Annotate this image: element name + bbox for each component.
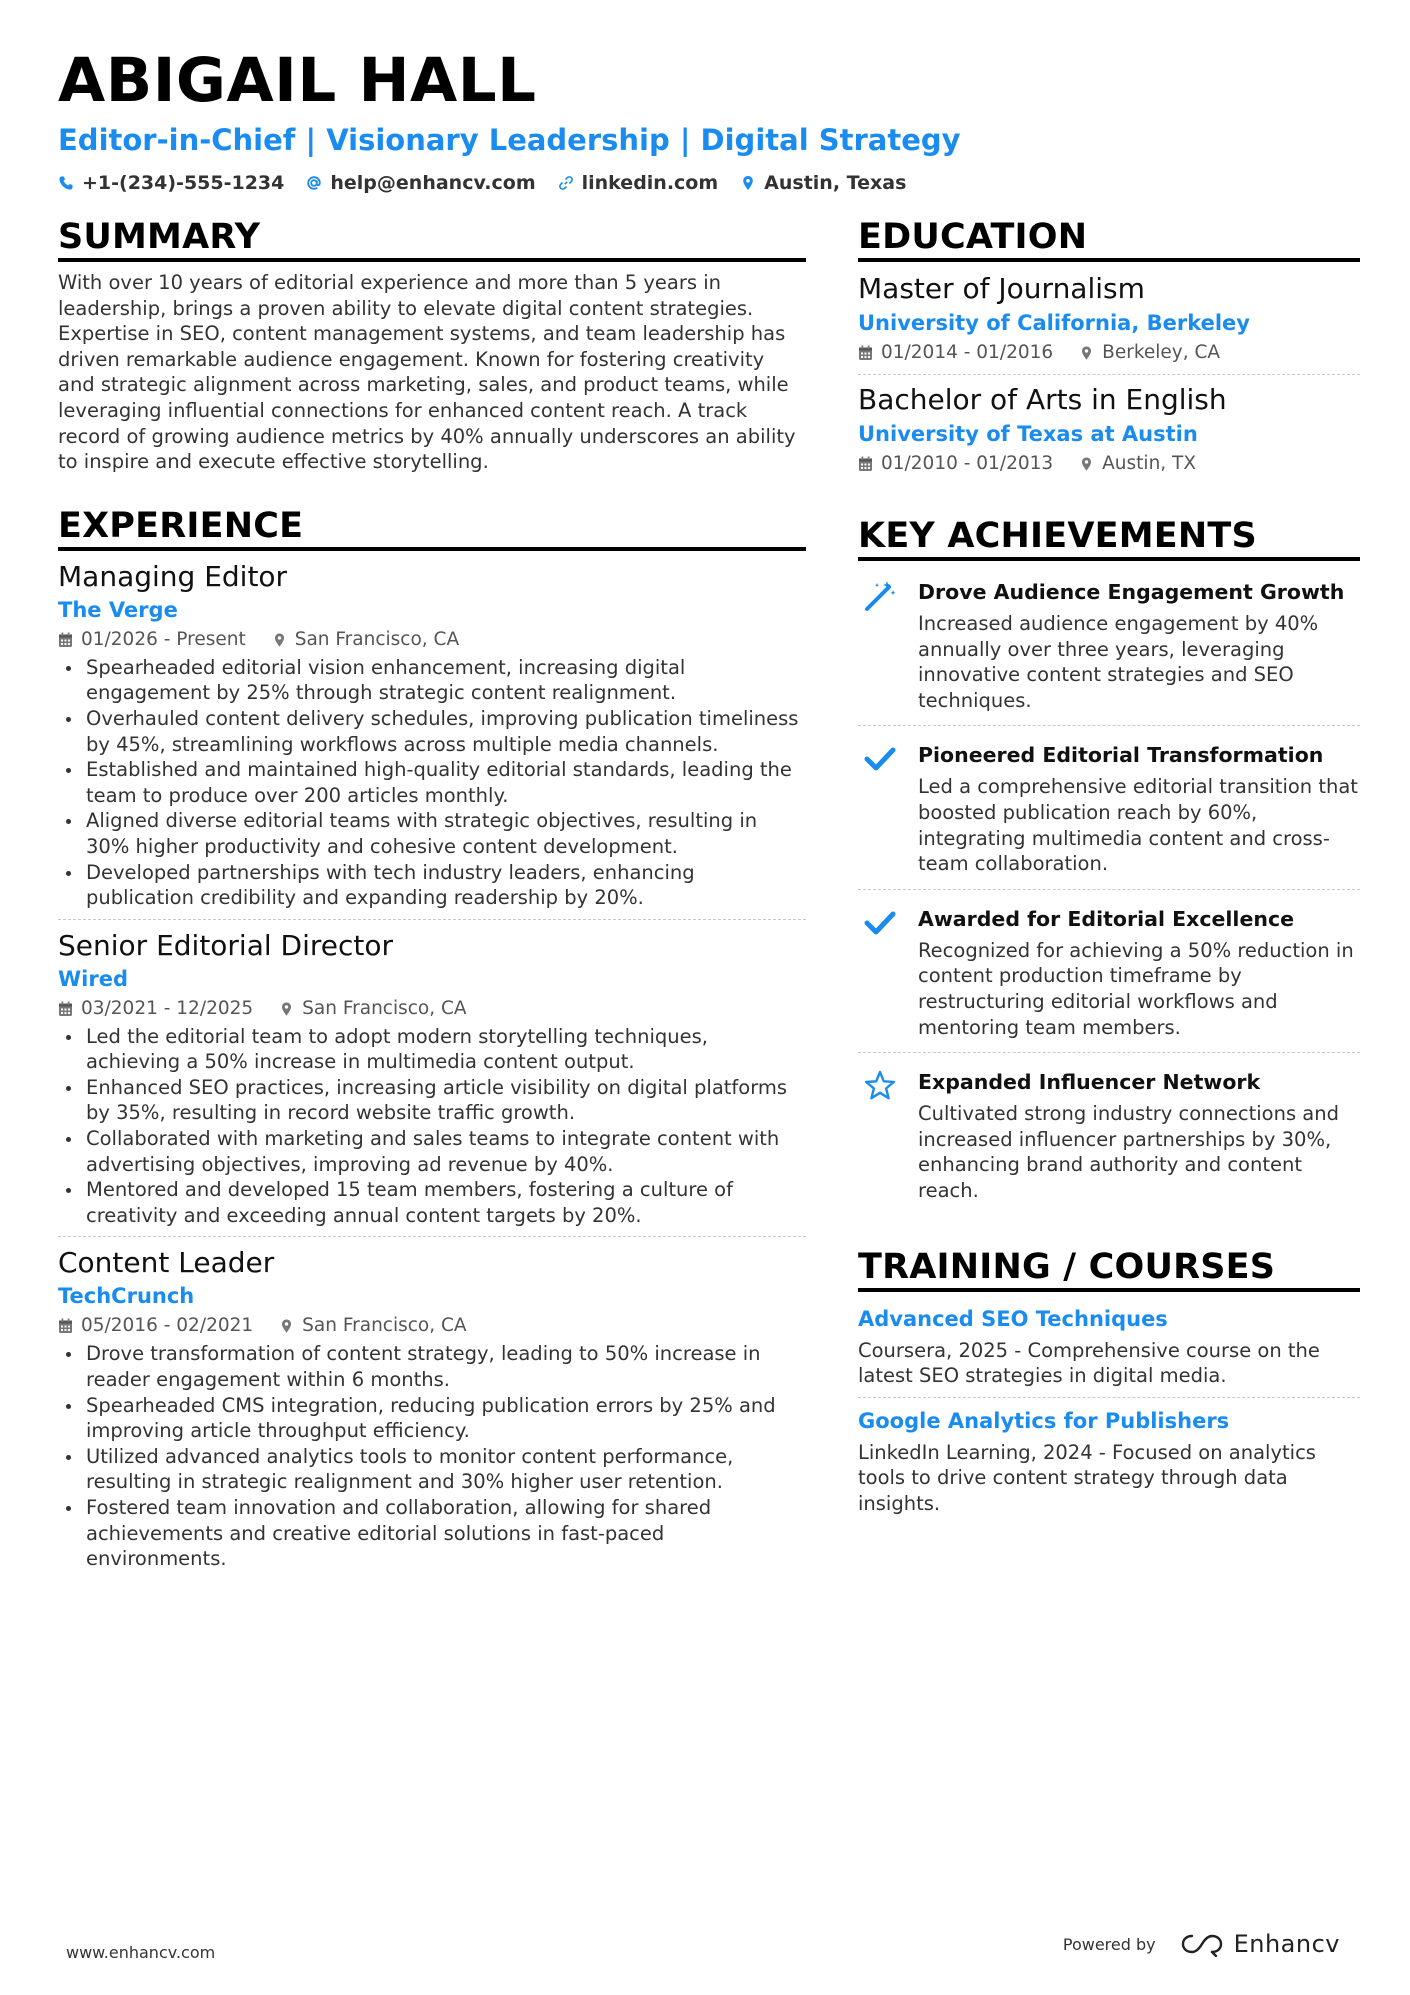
degree-title: Bachelor of Arts in English bbox=[858, 383, 1227, 416]
powered-by-label: Powered by bbox=[1062, 1934, 1156, 1954]
course-title: Google Analytics for Publishers bbox=[858, 1408, 1230, 1433]
candidate-name: ABIGAIL HALL bbox=[58, 45, 537, 116]
job-dates-text: 01/2026 - Present bbox=[81, 628, 246, 650]
achievement-description: Led a comprehensive editorial transition that boosted publication reach by 60%, integrating multimedia content and cross-team collaboration. bbox=[918, 775, 1358, 876]
summary-title: SUMMARY bbox=[58, 216, 806, 262]
job-bullets bbox=[58, 1024, 806, 1229]
job-bullet: Collaborated with marketing and sales teams to integrate content with advertising objectives, improving ad revenue by 40%. bbox=[58, 1126, 806, 1177]
job-dates-text: 05/2016 - 02/2021 bbox=[81, 1315, 254, 1337]
job-bullet: Overhauled content delivery schedules, improving publication timeliness by 45%, streamlining workflows across multiple media channels. bbox=[58, 706, 806, 757]
job-meta bbox=[58, 994, 806, 1024]
contact-bar bbox=[58, 172, 1358, 194]
checkmark-icon bbox=[863, 906, 897, 940]
job-bullet: Spearheaded CMS integration, reducing publication errors by 25% and improving article throughput efficiency. bbox=[58, 1393, 806, 1444]
job-bullet: Drove transformation of content strategy, leading to 50% increase in reader engagement within 6 months. bbox=[58, 1341, 806, 1392]
job-bullet: Led the editorial team to adopt modern storytelling techniques, achieving a 50% increase in multimedia content output. bbox=[58, 1024, 806, 1075]
job-title: Content Leader bbox=[58, 1246, 275, 1280]
contact-phone-text: +1-(234)-555-1234 bbox=[82, 172, 285, 194]
job-bullet: Utilized advanced analytics tools to monitor content performance, resulting in strategic realignment and 30% higher user retention. bbox=[58, 1444, 806, 1495]
education-dates-text: 01/2010 - 01/2013 bbox=[881, 453, 1054, 474]
achievement-description: Increased audience engagement by 40% annually over three years, leveraging innovative content strategies and SEO techniques. bbox=[918, 612, 1319, 712]
achievement-entry bbox=[858, 889, 1360, 1052]
contact-phone[interactable] bbox=[58, 172, 284, 194]
achievement-description: Cultivated strong industry connections and increased influencer partnerships by 30%, enhancing brand authority and content reach. bbox=[918, 1102, 1339, 1202]
education-location bbox=[1079, 338, 1220, 368]
map-pin-icon bbox=[1079, 456, 1094, 472]
job-entry bbox=[58, 559, 806, 919]
school-name: University of California, Berkeley bbox=[858, 311, 1250, 335]
candidate-headline: Editor-in-Chief | Visionary Leadership | Digital Strategy bbox=[58, 123, 961, 157]
education-meta bbox=[858, 338, 1360, 368]
courses-title: TRAINING / COURSES bbox=[858, 1246, 1360, 1292]
phone-icon bbox=[58, 175, 74, 191]
footer-branding bbox=[1063, 1930, 1340, 1958]
job-bullet: Enhanced SEO practices, increasing article visibility on digital platforms by 35%, resulting in record website traffic growth. bbox=[58, 1075, 806, 1126]
education-dates bbox=[858, 338, 1053, 368]
at-sign-icon bbox=[306, 175, 322, 191]
job-dates bbox=[58, 1311, 253, 1341]
job-bullet: Developed partnerships with tech industry leaders, enhancing publication credibility and expanding readership by 20%. bbox=[58, 860, 806, 911]
footer-website[interactable]: www.enhancv.com bbox=[66, 1943, 216, 1962]
achievement-entry bbox=[858, 725, 1360, 888]
courses-section bbox=[858, 1246, 1360, 1525]
education-dates-text: 01/2014 - 01/2016 bbox=[881, 342, 1054, 363]
education-meta bbox=[858, 449, 1360, 479]
map-pin-icon bbox=[272, 632, 287, 648]
job-entry bbox=[58, 1236, 806, 1579]
job-company: TechCrunch bbox=[58, 1284, 195, 1309]
education-location-text: Berkeley, CA bbox=[1102, 342, 1221, 363]
brand-name: Enhancv bbox=[1233, 1930, 1340, 1958]
map-pin-icon bbox=[1079, 345, 1094, 361]
job-bullets bbox=[58, 655, 806, 911]
contact-email[interactable] bbox=[306, 172, 535, 194]
checkmark-icon bbox=[863, 742, 897, 776]
job-dates-text: 03/2021 - 12/2025 bbox=[81, 997, 254, 1019]
job-title: Senior Editorial Director bbox=[58, 928, 394, 962]
star-icon bbox=[863, 1069, 897, 1103]
job-meta bbox=[58, 1311, 806, 1341]
education-section bbox=[858, 216, 1360, 485]
achievements-section bbox=[858, 515, 1360, 1216]
job-company: The Verge bbox=[58, 597, 178, 622]
achievement-title: Pioneered Editorial Transformation bbox=[918, 743, 1324, 768]
education-dates bbox=[858, 449, 1053, 479]
school-name: University of Texas at Austin bbox=[858, 422, 1198, 446]
achievement-description: Recognized for achieving a 50% reduction in content production timeframe by restructuring editorial workflows and mentoring team members. bbox=[918, 938, 1354, 1039]
calendar-icon bbox=[58, 632, 73, 648]
education-title: EDUCATION bbox=[858, 216, 1360, 262]
achievements-title: KEY ACHIEVEMENTS bbox=[858, 515, 1360, 561]
job-bullets bbox=[58, 1341, 806, 1571]
job-bullet: Spearheaded editorial vision enhancement, increasing digital engagement by 25% through strategic content realignment. bbox=[58, 655, 806, 706]
contact-email-text: help@enhancv.com bbox=[330, 172, 536, 194]
job-company: Wired bbox=[58, 966, 128, 991]
enhancv-logo-icon bbox=[1180, 1931, 1224, 1957]
job-title: Managing Editor bbox=[58, 559, 288, 593]
job-bullet: Mentored and developed 15 team members, fostering a culture of creativity and exceeding annual content targets by 20%. bbox=[58, 1177, 806, 1228]
summary-text: With over 10 years of editorial experience and more than 5 years in leadership, brings a proven ability to elevate digital content strategies. Expertise in SEO, content management systems, and team leadership has driven remarkable audience engagement. Known for fostering creativity and strategic alignment across marketing, sales, and product teams, while leveraging influential connections for enhanced content reach. A track record of growing audience metrics by 40% annually underscores an ability to inspire and execute effective storytelling. bbox=[58, 271, 796, 474]
education-entry bbox=[858, 374, 1360, 485]
magic-wand-icon bbox=[863, 579, 897, 613]
map-pin-icon bbox=[279, 1001, 294, 1017]
achievement-title: Awarded for Editorial Excellence bbox=[918, 906, 1294, 931]
right-column bbox=[858, 216, 1360, 1524]
achievement-title: Expanded Influencer Network bbox=[918, 1070, 1261, 1095]
experience-section bbox=[58, 505, 806, 1580]
degree-title: Master of Journalism bbox=[858, 272, 1145, 305]
calendar-icon bbox=[58, 1001, 73, 1017]
course-description: Coursera, 2025 - Comprehensive course on the latest SEO strategies in digital media. bbox=[858, 1338, 1320, 1388]
course-entry bbox=[858, 1300, 1360, 1397]
course-entry bbox=[858, 1397, 1360, 1525]
brand-logo[interactable] bbox=[1180, 1930, 1340, 1958]
job-dates bbox=[58, 625, 246, 655]
job-meta bbox=[58, 625, 806, 655]
education-location-text: Austin, TX bbox=[1102, 453, 1197, 474]
contact-location-text: Austin, Texas bbox=[764, 172, 907, 194]
job-location bbox=[272, 625, 459, 655]
achievement-entry bbox=[858, 1052, 1360, 1215]
calendar-icon bbox=[58, 1318, 73, 1334]
map-pin-icon bbox=[740, 175, 756, 191]
education-location bbox=[1079, 449, 1196, 479]
course-description: LinkedIn Learning, 2024 - Focused on analytics tools to drive content strategy through data insights. bbox=[858, 1440, 1316, 1515]
contact-linkedin-text: linkedin.com bbox=[581, 172, 719, 194]
calendar-icon bbox=[858, 345, 873, 361]
achievement-entry bbox=[858, 569, 1360, 725]
job-dates bbox=[58, 994, 253, 1024]
left-column bbox=[58, 216, 806, 1580]
resume-header bbox=[58, 45, 1358, 194]
job-bullet: Established and maintained high-quality editorial standards, leading the team to produce over 200 articles monthly. bbox=[58, 757, 806, 808]
course-title: Advanced SEO Techniques bbox=[858, 1306, 1168, 1331]
job-location-text: San Francisco, CA bbox=[302, 1315, 467, 1337]
achievement-title: Drove Audience Engagement Growth bbox=[918, 580, 1345, 604]
experience-title: EXPERIENCE bbox=[58, 505, 806, 551]
calendar-icon bbox=[858, 456, 873, 472]
job-entry bbox=[58, 919, 806, 1237]
map-pin-icon bbox=[279, 1318, 294, 1334]
contact-linkedin[interactable] bbox=[558, 172, 719, 194]
job-location bbox=[279, 994, 466, 1024]
contact-location bbox=[740, 172, 906, 194]
job-bullet: Fostered team innovation and collaboration, allowing for shared achievements and creative editorial solutions in fast-paced environments. bbox=[58, 1495, 806, 1572]
job-location-text: San Francisco, CA bbox=[302, 997, 467, 1019]
summary-section bbox=[58, 216, 806, 475]
job-location-text: San Francisco, CA bbox=[294, 628, 460, 650]
job-location bbox=[279, 1311, 466, 1341]
job-bullet: Aligned diverse editorial teams with strategic objectives, resulting in 30% higher productivity and cohesive content development. bbox=[58, 808, 806, 859]
link-icon bbox=[558, 175, 574, 191]
education-entry bbox=[858, 270, 1360, 374]
